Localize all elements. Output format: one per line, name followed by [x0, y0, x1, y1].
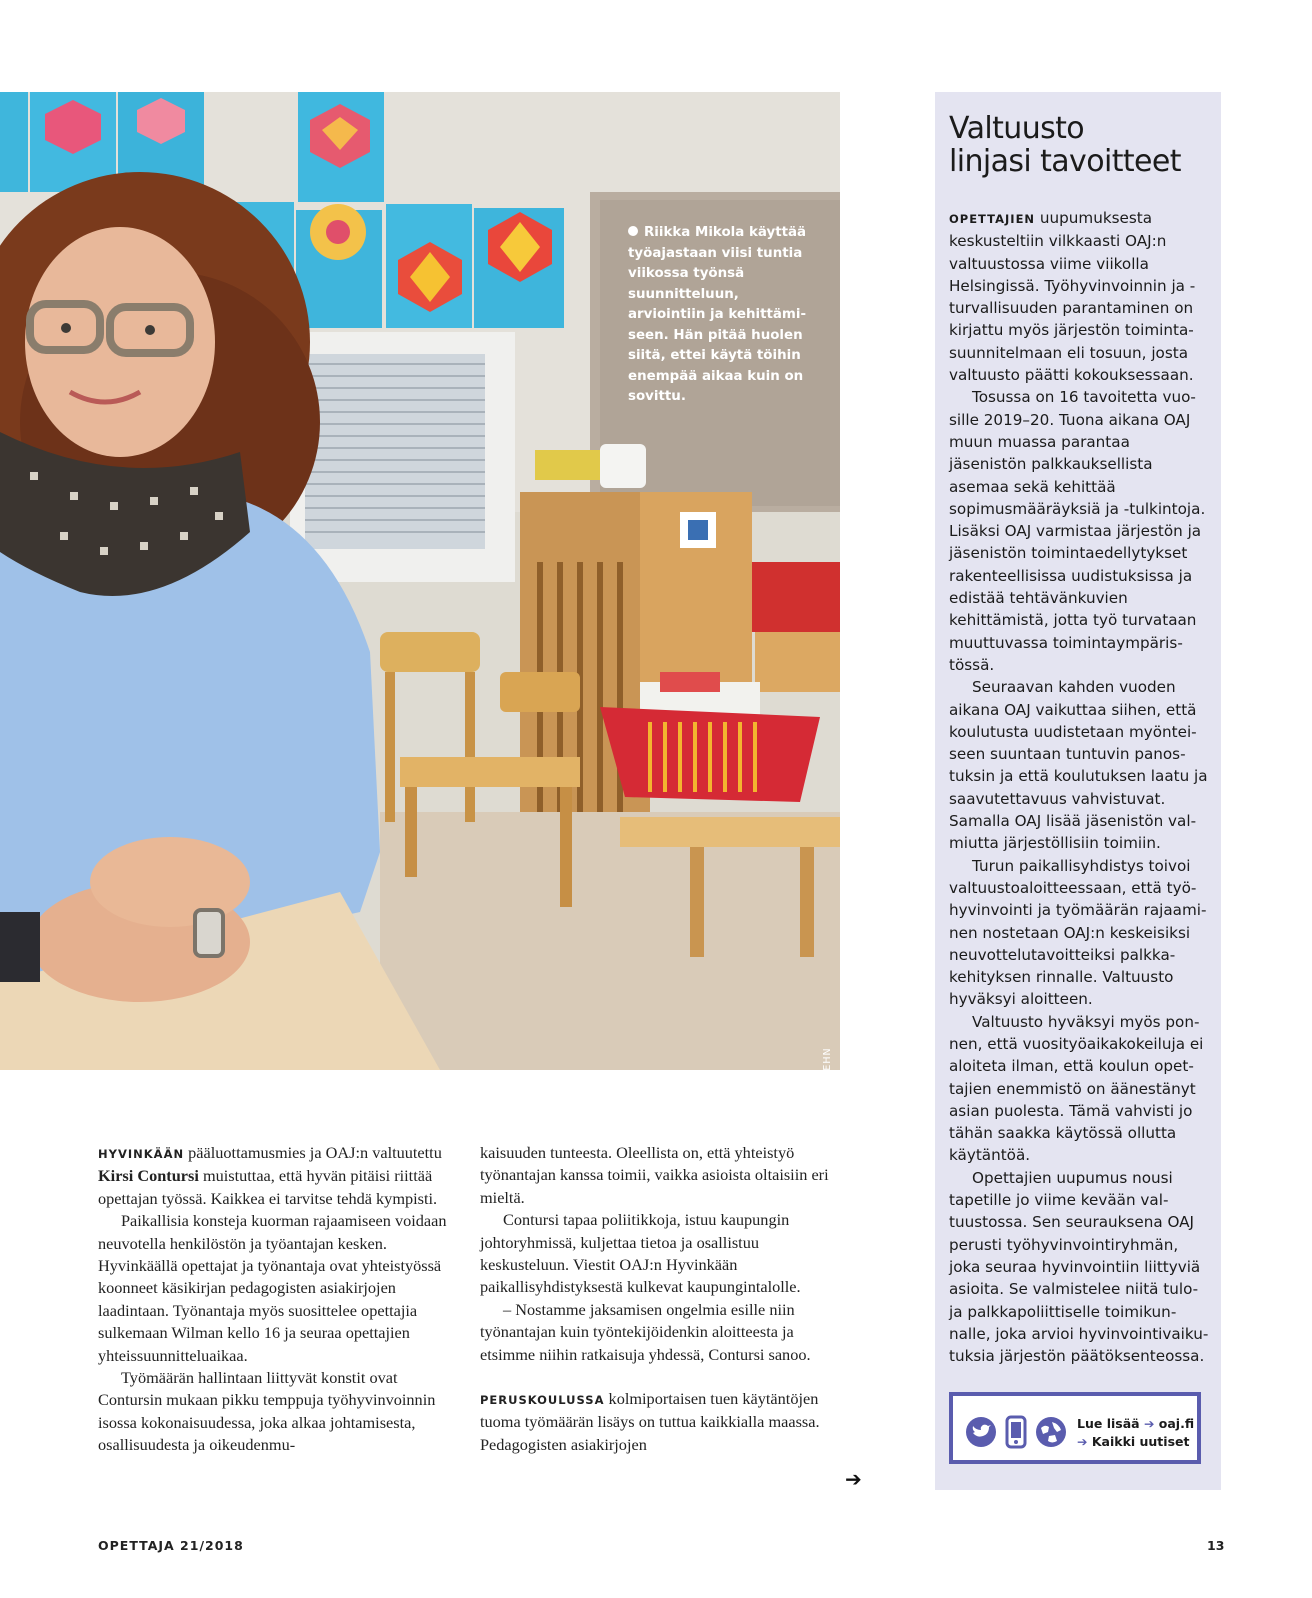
lead-word: PERUSKOULUSSA: [480, 1393, 605, 1408]
sidebar-title-line: linjasi tavoitteet: [949, 144, 1181, 179]
page-number: 13: [1207, 1538, 1225, 1553]
article-column-1: [98, 1142, 448, 1457]
bullet-dot-icon: [628, 226, 638, 236]
paragraph-text: uupumuksesta keskusteltiin vilkkaasti OAJ:n valtuustossa viime viikolla Helsingissä. Työhyvinvoinnin ja -turvallisuuden parantaminen on kirjattu myös järjestön toimintasuunnitelmaan eli tosuun, josta valtuusto päätti kokouksessaan.: [949, 209, 1196, 385]
sidebar-title-line: Valtuusto: [949, 111, 1085, 146]
photo-credit: JOHANNES WIEHN: [822, 1047, 833, 1147]
read-more-link[interactable]: [1077, 1415, 1194, 1433]
sidebar-paragraph: Tosussa on 16 tavoitetta vuosille 2019–20. Tuona aikana OAJ muun muassa parantaa jäsenistön palkkauksellista asemaa sekä kehittää sopimusmääräyksiä ja -tulkintoja. Lisäksi OAJ varmistaa järjestön ja jäsenistön toimintaedellytykset rakenteellisissa uudistuksissa ja edistää tehtävänkuvien kehittämistä, jotta työ turvataan muuttuvassa toimintaympäristössä.: [949, 388, 1206, 674]
globe-icon[interactable]: [1035, 1416, 1067, 1453]
article-column-2: [480, 1142, 830, 1456]
read-more-label: Lue lisää: [1077, 1416, 1140, 1431]
photo-caption-text: Riikka Mikola käyttää työajastaan viisi tuntia viikossa työnsä suunnitteluun, arviointiin ja kehittämiseen. Hän pitää huolen siitä, ettei käytä töihin enempää aikaa kuin on sovittu.: [628, 225, 807, 404]
arrow-right-icon: ➔: [1143, 1416, 1155, 1431]
twitter-icon[interactable]: [965, 1416, 997, 1453]
paragraph-text: kolmiportaisen tuen käytäntöjen tuoma työmäärän lisäys on tuttua kaikkialla maassa. Pedagogisten asiakirjojen: [480, 1389, 820, 1454]
sidebar-paragraph: Turun paikallisyhdistys toivoi valtuustoaloitteessaan, että työhyvinvointi ja työmäärän rajaaminen nostetaan OAJ:n keskeisiksi neuvottelutavoitteiksi palkkakehityksen rinnalle. Valtuusto hyväksyi aloitteen.: [949, 856, 1207, 1009]
arrow-right-icon: ➔: [1077, 1434, 1088, 1449]
mobile-icon[interactable]: [1005, 1416, 1027, 1453]
sidebar-paragraph: [949, 207, 1211, 386]
article-paragraph: [480, 1388, 830, 1456]
sidebar-box: [935, 92, 1221, 1490]
all-news-label: Kaikki uutiset: [1091, 1434, 1190, 1449]
article-paragraph: [98, 1142, 448, 1210]
all-news-link[interactable]: [1077, 1433, 1194, 1451]
sidebar-title: [949, 112, 1219, 178]
read-more-links: [1077, 1415, 1194, 1451]
lead-word: OPETTAJIEN: [949, 212, 1036, 226]
photo-caption: [628, 223, 818, 408]
article-paragraph: Työmäärän hallintaan liittyvät konstit ovat Contursin mukaan pikku temppuja työhyvinvoinnin isossa kokonaisuudessa, joka alkaa johtamisesta, osallisuudesta ja oikeudenmu-: [98, 1368, 436, 1455]
read-more-target: oaj.fi: [1158, 1416, 1195, 1431]
sidebar-paragraph: Opettajien uupumus nousi tapetille jo viime kevään valtuustossa. Sen seurauksena OAJ perusti työhyvinvointiryhmän, joka seuraa hyvinvointiin liittyviä asioita. Se valmistelee niitä tulo- ja palkkapoliittiselle toimikunnalle, joka arvioi hyvinvointivaikutuksia järjestön päätöksenteossa.: [949, 1168, 1209, 1366]
paragraph-text: muistuttaa, että hyvän pitäisi riittää opettajan työssä. Kaikkea ei tarvitse tehdä kympisti.: [98, 1166, 438, 1208]
lead-word: HYVINKÄÄN: [98, 1147, 185, 1161]
sidebar-body: [949, 207, 1211, 1367]
article-paragraph: kaisuuden tunteesta. Oleellista on, että yhteistyö työnantajan kanssa toimii, vaikka asioista oltaisiin eri mieltä.: [480, 1143, 829, 1207]
article-paragraph: Contursi tapaa poliitikkoja, istuu kaupungin johtoryhmissä, kuljettaa tietoa ja osallistuu keskusteluun. Viestit OAJ:n Hyvinkään paikallisyhdistyksestä kulkevat kaupungintalolle.: [480, 1210, 801, 1297]
paragraph-text: pääluottamusmies ja OAJ:n valtuutettu: [184, 1143, 442, 1162]
read-more-box[interactable]: [949, 1392, 1201, 1464]
person-name: Kirsi Contursi: [98, 1166, 199, 1186]
sidebar-paragraph: Seuraavan kahden vuoden aikana OAJ vaikuttaa siihen, että koulutusta uudistetaan myönteiseen suuntaan tuntuvin panostuksin ja että koulutuksen laatu ja saavutettavuus vahvistuvat. Samalla OAJ lisää jäsenistön valmiutta järjestöllisiin toimiin.: [949, 678, 1208, 853]
article-paragraph: – Nostamme jaksamisen ongelmia esille niin työnantajan kuin työntekijöidenkin aloitteesta ja etsimme niihin ratkaisuja yhdessä, Contursi sanoo.: [480, 1299, 811, 1364]
continue-arrow-icon[interactable]: ➔: [845, 1467, 862, 1491]
publication-footer: OPETTAJA 21/2018: [98, 1538, 244, 1553]
sidebar-paragraph: Valtuusto hyväksyi myös ponnen, että vuosityöaikakokeiluja ei aloiteta ilman, että koulun opettajien enemmistö on äänestänyt asian puolesta. Tämä vahvisti jo tähän saakka käytössä ollutta käytäntöä.: [949, 1012, 1204, 1165]
article-paragraph: Paikallisia konsteja kuorman rajaamiseen voidaan neuvotella henkilöstön ja työantajan kesken. Hyvinkäällä opettajat ja työnantaja ovat yhteistyössä koonneet käsikirjan pedagogisten asiakirjojen laadintaan. Työnantaja myös suosittelee opettajia sulkemaan Wilman kello 16 ja seuraa opettajien yhteissuunnitteluaikaa.: [98, 1211, 447, 1365]
article-photo: [0, 92, 840, 1147]
